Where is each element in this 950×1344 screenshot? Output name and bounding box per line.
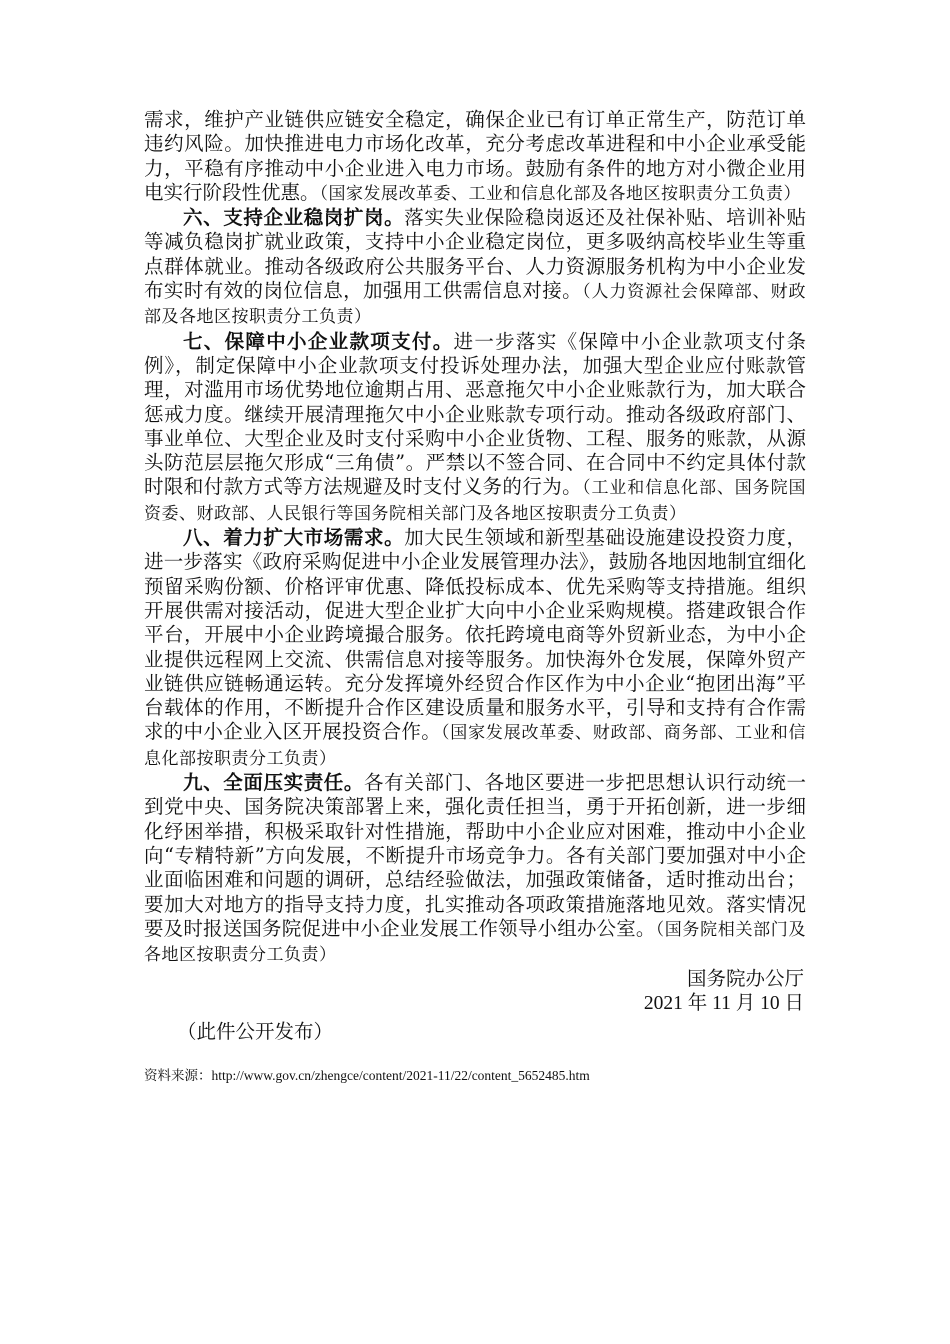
section-heading: 八、着力扩大市场需求。	[183, 526, 405, 550]
responsibility-note: （国家发展改革委、工业和信息化部及各地区按职责分工负责）	[319, 183, 802, 204]
paragraph-body: 进一步落实《保障中小企业款项支付条例》，制定保障中小企业款项支付投诉处理办法，加强大型企业应付账款管理，对滥用市场优势地位逾期占用、恶意拖欠中小企业账款行为，加大联合惩戒力度。继续开展清理拖欠中小企业账款专项行动。推动各级政府部门、事业单位、大型企业及时支付采购中小企业货物、工程、服务的账款，从源头防范层层拖欠形成“三角债”。严禁以不签合同、在合同中不约定具体付款时限和付款方式等方法规避及时支付义务的行为。	[144, 329, 806, 499]
responsibility-note: （国家发展改革委、财政部、商务部、工业和信息化部按职责分工负责）	[144, 723, 806, 769]
paragraph-body: 落实失业保险稳岗返还及社保补贴、培训补贴等减负稳岗扩就业政策，支持中小企业稳定岗位，更多吸纳高校毕业生等重点群体就业。推动各级政府公共服务平台、人力资源服务机构为中小企业发布实时有效的岗位信息，加强用工供需信息对接。	[144, 206, 806, 303]
responsibility-note: （国务院相关部门及各地区按职责分工负责）	[144, 919, 806, 966]
public-release-note: （此件公开发布）	[177, 1019, 334, 1043]
document-page	[144, 108, 806, 1044]
section-7	[144, 330, 806, 526]
paragraph-body: 需求，维护产业链供应链安全稳定，确保企业已有订单正常生产，防范订单违约风险。加快推进电力市场化改革，充分考虑改革进程和中小企业承受能力，平稳有序推动中小企业进入电力市场。鼓励有条件的地方对小微企业用电实行阶段性优惠。	[144, 108, 806, 204]
responsibility-note: （人力资源社会保障部、财政部及各地区按职责分工负责）	[144, 282, 806, 328]
paragraph-body: 各有关部门、各地区要进一步把思想认识行动统一到党中央、国务院决策部署上来，强化责任担当，勇于开拓创新，进一步细化纾困举措，积极采取针对性措施，帮助中小企业应对困难，推动中小企业向“专精特新”方向发展，不断提升市场竞争力。各有关部门要加强对中小企业面临困难和问题的调研，总结经验做法，加强政策储备，适时推动出台；要加大对地方的指导支持力度，扎实推动各项政策措施落地见效。落实情况要及时报送国务院促进中小企业发展工作领导小组办公室。	[144, 771, 806, 940]
issuer-signature: 国务院办公厅	[686, 967, 804, 991]
paragraph-body: 加大民生领域和新型基础设施建设投资力度，进一步落实《政府采购促进中小企业发展管理办法》，鼓励各地因地制宜细化预留采购份额、价格评审优惠、降低投标成本、优先采购等支持措施。组织开展供需对接活动，促进大型企业扩大向中小企业采购规模。搭建政银合作平台，开展中小企业跨境撮合服务。依托跨境电商等外贸新业态，为中小企业提供远程网上交流、供需信息对接等服务。加快海外仓发展，保障外贸产业链供应链畅通运转。充分发挥境外经贸合作区作为中小企业“抱团出海”平台载体的作用，不断提升合作区建设质量和服务水平，引导和支持有合作需求的中小企业入区开展投资合作。	[144, 526, 806, 744]
section-heading: 七、保障中小企业款项支付。	[183, 329, 454, 353]
section-9	[144, 771, 806, 967]
section-6	[144, 206, 806, 329]
paragraph-continued	[144, 108, 806, 206]
section-heading: 九、全面压实责任。	[183, 771, 365, 795]
section-heading: 六、支持企业稳岗扩岗。	[183, 206, 405, 230]
source-reference: 资料来源：http://www.gov.cn/zhengce/content/2021-11/22/content_5652485.htm	[144, 1068, 590, 1083]
section-8	[144, 526, 806, 771]
responsibility-note: （工业和信息化部、国务院国资委、财政部、人民银行等国务院相关部门及各地区按职责分工负责）	[144, 478, 806, 524]
issue-date: 2021 年 11 月 10 日	[643, 992, 804, 1014]
